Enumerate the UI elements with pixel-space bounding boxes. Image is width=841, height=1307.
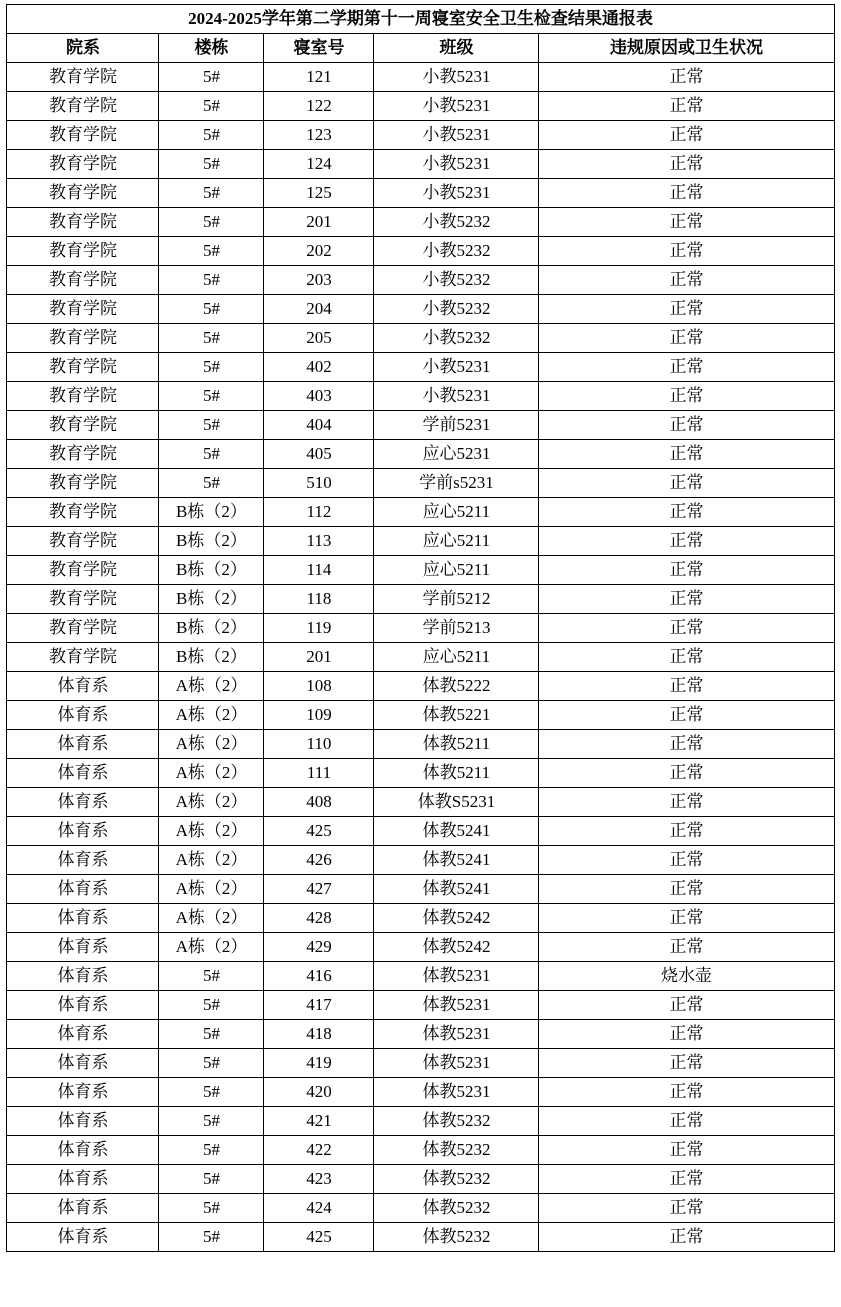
cell-room: 420 (264, 1078, 374, 1107)
cell-class: 应心5211 (374, 556, 539, 585)
cell-remark: 正常 (539, 846, 834, 875)
cell-room: 419 (264, 1049, 374, 1078)
cell-class: 体教5231 (374, 1049, 539, 1078)
cell-room: 416 (264, 962, 374, 991)
cell-building: 5# (159, 237, 264, 266)
cell-remark: 正常 (539, 701, 834, 730)
cell-building: B栋（2） (159, 498, 264, 527)
table-row (7, 237, 834, 266)
cell-building: A栋（2） (159, 730, 264, 759)
table-header (7, 5, 834, 63)
cell-room: 201 (264, 208, 374, 237)
cell-remark: 正常 (539, 382, 834, 411)
cell-room: 124 (264, 150, 374, 179)
cell-building: 5# (159, 208, 264, 237)
cell-building: 5# (159, 411, 264, 440)
column-header-department: 院系 (7, 34, 159, 63)
cell-building: 5# (159, 1020, 264, 1049)
cell-remark: 正常 (539, 730, 834, 759)
table-row (7, 266, 834, 295)
table-row (7, 846, 834, 875)
cell-class: 应心5231 (374, 440, 539, 469)
cell-remark: 正常 (539, 1020, 834, 1049)
cell-building: B栋（2） (159, 643, 264, 672)
cell-department: 教育学院 (7, 527, 159, 556)
cell-room: 510 (264, 469, 374, 498)
cell-department: 体育系 (7, 904, 159, 933)
cell-class: 小教5231 (374, 121, 539, 150)
cell-remark: 正常 (539, 63, 834, 92)
cell-building: 5# (159, 324, 264, 353)
cell-class: 应心5211 (374, 498, 539, 527)
cell-remark: 正常 (539, 208, 834, 237)
cell-department: 教育学院 (7, 382, 159, 411)
cell-department: 体育系 (7, 817, 159, 846)
cell-building: 5# (159, 382, 264, 411)
cell-class: 体教5211 (374, 759, 539, 788)
table-row (7, 295, 834, 324)
cell-department: 体育系 (7, 1223, 159, 1252)
cell-department: 体育系 (7, 1107, 159, 1136)
cell-department: 教育学院 (7, 614, 159, 643)
cell-class: 体教5231 (374, 1020, 539, 1049)
cell-building: B栋（2） (159, 527, 264, 556)
table-row (7, 643, 834, 672)
cell-remark: 正常 (539, 324, 834, 353)
cell-building: 5# (159, 469, 264, 498)
cell-room: 403 (264, 382, 374, 411)
cell-class: 体教5232 (374, 1107, 539, 1136)
cell-building: A栋（2） (159, 672, 264, 701)
cell-building: 5# (159, 150, 264, 179)
cell-class: 体教5231 (374, 1078, 539, 1107)
cell-room: 114 (264, 556, 374, 585)
cell-department: 教育学院 (7, 469, 159, 498)
cell-room: 204 (264, 295, 374, 324)
cell-department: 体育系 (7, 788, 159, 817)
cell-building: 5# (159, 63, 264, 92)
cell-remark: 正常 (539, 411, 834, 440)
table-row (7, 556, 834, 585)
cell-department: 体育系 (7, 846, 159, 875)
cell-remark: 正常 (539, 1165, 834, 1194)
cell-department: 体育系 (7, 991, 159, 1020)
cell-department: 体育系 (7, 1020, 159, 1049)
cell-remark: 正常 (539, 237, 834, 266)
cell-room: 423 (264, 1165, 374, 1194)
cell-building: B栋（2） (159, 614, 264, 643)
cell-room: 112 (264, 498, 374, 527)
table-row (7, 672, 834, 701)
cell-department: 体育系 (7, 1049, 159, 1078)
cell-remark: 正常 (539, 614, 834, 643)
cell-class: 小教5231 (374, 382, 539, 411)
cell-class: 小教5231 (374, 353, 539, 382)
cell-room: 111 (264, 759, 374, 788)
cell-class: 体教5242 (374, 933, 539, 962)
cell-class: 小教5232 (374, 266, 539, 295)
cell-building: 5# (159, 1107, 264, 1136)
cell-class: 体教5222 (374, 672, 539, 701)
cell-class: 学前5231 (374, 411, 539, 440)
cell-remark: 正常 (539, 1136, 834, 1165)
cell-remark: 正常 (539, 266, 834, 295)
cell-building: 5# (159, 1078, 264, 1107)
table-row (7, 1078, 834, 1107)
cell-department: 体育系 (7, 1194, 159, 1223)
cell-department: 教育学院 (7, 498, 159, 527)
cell-remark: 正常 (539, 933, 834, 962)
cell-class: 体教5232 (374, 1136, 539, 1165)
cell-class: 应心5211 (374, 527, 539, 556)
cell-department: 体育系 (7, 672, 159, 701)
cell-class: 学前s5231 (374, 469, 539, 498)
cell-department: 体育系 (7, 701, 159, 730)
cell-building: 5# (159, 295, 264, 324)
cell-class: 小教5232 (374, 295, 539, 324)
table-row (7, 991, 834, 1020)
cell-building: 5# (159, 121, 264, 150)
table-row (7, 1136, 834, 1165)
cell-remark: 正常 (539, 121, 834, 150)
cell-building: 5# (159, 1049, 264, 1078)
cell-class: 体教5242 (374, 904, 539, 933)
cell-building: 5# (159, 962, 264, 991)
table-row (7, 933, 834, 962)
cell-remark: 烧水壶 (539, 962, 834, 991)
cell-room: 201 (264, 643, 374, 672)
cell-remark: 正常 (539, 759, 834, 788)
cell-building: A栋（2） (159, 846, 264, 875)
cell-department: 教育学院 (7, 237, 159, 266)
table-row (7, 411, 834, 440)
cell-remark: 正常 (539, 788, 834, 817)
cell-department: 体育系 (7, 933, 159, 962)
cell-class: 体教5232 (374, 1165, 539, 1194)
cell-class: 小教5231 (374, 150, 539, 179)
cell-remark: 正常 (539, 1223, 834, 1252)
cell-remark: 正常 (539, 556, 834, 585)
document-page (0, 4, 841, 1252)
table-row (7, 817, 834, 846)
table-row (7, 179, 834, 208)
cell-department: 教育学院 (7, 353, 159, 382)
cell-department: 教育学院 (7, 266, 159, 295)
table-row (7, 382, 834, 411)
cell-department: 体育系 (7, 962, 159, 991)
cell-building: A栋（2） (159, 817, 264, 846)
cell-remark: 正常 (539, 92, 834, 121)
table-row (7, 121, 834, 150)
cell-building: 5# (159, 179, 264, 208)
cell-room: 202 (264, 237, 374, 266)
cell-room: 418 (264, 1020, 374, 1049)
cell-room: 125 (264, 179, 374, 208)
cell-room: 121 (264, 63, 374, 92)
cell-building: 5# (159, 1136, 264, 1165)
table-row (7, 788, 834, 817)
cell-class: 体教5232 (374, 1194, 539, 1223)
cell-class: 体教5221 (374, 701, 539, 730)
cell-room: 425 (264, 817, 374, 846)
cell-class: 体教5241 (374, 875, 539, 904)
cell-class: 体教5231 (374, 962, 539, 991)
cell-remark: 正常 (539, 295, 834, 324)
cell-department: 教育学院 (7, 121, 159, 150)
column-header-room: 寝室号 (264, 34, 374, 63)
table-body (7, 63, 834, 1252)
table-row (7, 730, 834, 759)
cell-department: 教育学院 (7, 295, 159, 324)
cell-department: 体育系 (7, 1165, 159, 1194)
cell-building: A栋（2） (159, 875, 264, 904)
table-row (7, 1165, 834, 1194)
cell-building: B栋（2） (159, 585, 264, 614)
table-row (7, 150, 834, 179)
cell-building: 5# (159, 266, 264, 295)
cell-department: 体育系 (7, 730, 159, 759)
cell-room: 422 (264, 1136, 374, 1165)
cell-room: 402 (264, 353, 374, 382)
cell-building: B栋（2） (159, 556, 264, 585)
cell-building: 5# (159, 353, 264, 382)
cell-remark: 正常 (539, 179, 834, 208)
cell-building: 5# (159, 991, 264, 1020)
cell-room: 427 (264, 875, 374, 904)
table-row (7, 92, 834, 121)
cell-class: 学前5213 (374, 614, 539, 643)
cell-department: 教育学院 (7, 556, 159, 585)
cell-class: 体教5232 (374, 1223, 539, 1252)
table-row (7, 1194, 834, 1223)
table-row (7, 701, 834, 730)
cell-department: 体育系 (7, 1078, 159, 1107)
cell-class: 小教5232 (374, 208, 539, 237)
cell-class: 小教5232 (374, 324, 539, 353)
table-row (7, 904, 834, 933)
cell-class: 小教5231 (374, 63, 539, 92)
cell-department: 教育学院 (7, 411, 159, 440)
cell-building: A栋（2） (159, 788, 264, 817)
cell-remark: 正常 (539, 353, 834, 382)
cell-class: 体教5231 (374, 991, 539, 1020)
cell-class: 体教5211 (374, 730, 539, 759)
cell-department: 教育学院 (7, 63, 159, 92)
column-header-remark: 违规原因或卫生状况 (539, 34, 834, 63)
title-row (7, 5, 834, 34)
cell-room: 425 (264, 1223, 374, 1252)
cell-department: 体育系 (7, 875, 159, 904)
cell-room: 118 (264, 585, 374, 614)
cell-remark: 正常 (539, 1194, 834, 1223)
table-row (7, 63, 834, 92)
document-title: 2024-2025学年第二学期第十一周寝室安全卫生检查结果通报表 (7, 5, 834, 34)
cell-room: 122 (264, 92, 374, 121)
cell-room: 424 (264, 1194, 374, 1223)
cell-remark: 正常 (539, 991, 834, 1020)
table-row (7, 324, 834, 353)
column-header-class: 班级 (374, 34, 539, 63)
cell-building: A栋（2） (159, 701, 264, 730)
cell-room: 109 (264, 701, 374, 730)
inspection-report-table (6, 4, 834, 1252)
cell-class: 学前5212 (374, 585, 539, 614)
cell-building: 5# (159, 92, 264, 121)
cell-building: 5# (159, 1194, 264, 1223)
cell-room: 408 (264, 788, 374, 817)
cell-class: 体教5241 (374, 846, 539, 875)
table-row (7, 440, 834, 469)
table-row (7, 875, 834, 904)
cell-room: 203 (264, 266, 374, 295)
cell-department: 教育学院 (7, 324, 159, 353)
cell-room: 426 (264, 846, 374, 875)
cell-room: 404 (264, 411, 374, 440)
cell-building: A栋（2） (159, 933, 264, 962)
cell-building: A栋（2） (159, 759, 264, 788)
cell-remark: 正常 (539, 875, 834, 904)
table-row (7, 1223, 834, 1252)
cell-department: 体育系 (7, 759, 159, 788)
cell-remark: 正常 (539, 469, 834, 498)
cell-class: 小教5231 (374, 179, 539, 208)
column-header-row (7, 34, 834, 63)
table-row (7, 585, 834, 614)
cell-room: 417 (264, 991, 374, 1020)
cell-department: 教育学院 (7, 150, 159, 179)
cell-class: 小教5231 (374, 92, 539, 121)
cell-room: 108 (264, 672, 374, 701)
cell-department: 教育学院 (7, 208, 159, 237)
cell-department: 教育学院 (7, 440, 159, 469)
cell-department: 教育学院 (7, 179, 159, 208)
cell-building: 5# (159, 1223, 264, 1252)
column-header-building: 楼栋 (159, 34, 264, 63)
table-row (7, 962, 834, 991)
cell-building: 5# (159, 1165, 264, 1194)
table-row (7, 1049, 834, 1078)
cell-room: 429 (264, 933, 374, 962)
table-row (7, 208, 834, 237)
cell-remark: 正常 (539, 527, 834, 556)
cell-class: 应心5211 (374, 643, 539, 672)
cell-remark: 正常 (539, 1107, 834, 1136)
cell-room: 119 (264, 614, 374, 643)
table-row (7, 498, 834, 527)
cell-department: 教育学院 (7, 92, 159, 121)
table-row (7, 527, 834, 556)
cell-room: 110 (264, 730, 374, 759)
cell-room: 113 (264, 527, 374, 556)
cell-class: 小教5232 (374, 237, 539, 266)
cell-room: 421 (264, 1107, 374, 1136)
table-row (7, 1020, 834, 1049)
cell-remark: 正常 (539, 585, 834, 614)
cell-department: 教育学院 (7, 643, 159, 672)
cell-department: 体育系 (7, 1136, 159, 1165)
cell-room: 405 (264, 440, 374, 469)
cell-remark: 正常 (539, 440, 834, 469)
table-row (7, 1107, 834, 1136)
cell-room: 428 (264, 904, 374, 933)
table-row (7, 469, 834, 498)
cell-remark: 正常 (539, 643, 834, 672)
cell-department: 教育学院 (7, 585, 159, 614)
table-row (7, 614, 834, 643)
cell-remark: 正常 (539, 150, 834, 179)
cell-remark: 正常 (539, 498, 834, 527)
cell-room: 205 (264, 324, 374, 353)
cell-remark: 正常 (539, 817, 834, 846)
cell-room: 123 (264, 121, 374, 150)
table-row (7, 759, 834, 788)
cell-remark: 正常 (539, 1078, 834, 1107)
cell-remark: 正常 (539, 1049, 834, 1078)
cell-class: 体教5241 (374, 817, 539, 846)
cell-building: 5# (159, 440, 264, 469)
cell-remark: 正常 (539, 904, 834, 933)
cell-building: A栋（2） (159, 904, 264, 933)
cell-remark: 正常 (539, 672, 834, 701)
table-row (7, 353, 834, 382)
cell-class: 体教S5231 (374, 788, 539, 817)
